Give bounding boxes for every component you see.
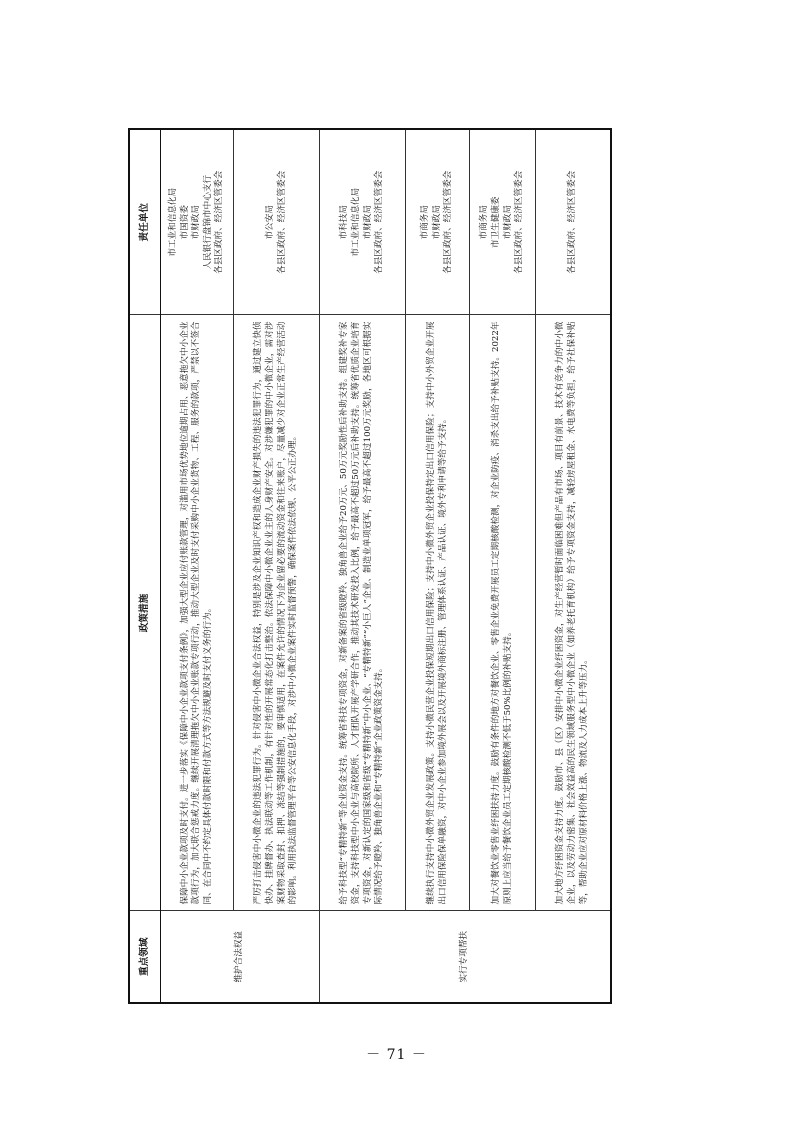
measure-cell: 严厉打击侵害中小微企业的违法犯罪行为。针对侵害中小微企业合法权益，特别是涉及企业知识产权和造成企业财产损失的违法犯罪行为，通过建立快侦快办、挂牌督办、执法联动等工作机制，有针对性的开展常态化打击整治。依法保障中小微企业业主的人身财产安全。对涉嫌犯罪的中小微企业，需对涉案财物采取查封、扣押、冻结等强制措施的，要审慎适用，在案件允许的情况下为企业留必要的流动资金和往来账户，尽量减少对企业正常生产经营活动的影响。利用执法监督管理平台等公安信息化手段，对涉中小微企业案件实时监督预警，确保案件依法依规、公平公正办理。 (234, 315, 320, 911)
area-cell: 维护合法权益 (161, 911, 320, 1003)
table-header-row (129, 129, 161, 1003)
unit-line: 各县区政府、经济区管委会 (214, 170, 225, 274)
measure-cell: 保障中小企业款项及时支付。进一步落实《保障中小企业款项支付条例》，加强大型企业应付账款管理，对滥用市场优势地位逾期占用、恶意拖欠中小企业款项行为，加大联合惩戒力度。继续开展清理拖欠中小企业账款专项行动，推动大型企业及时支付采购中小企业货物、工程、服务的款项，严禁以不签合同、在合同中不约定具体付款时限和付款方式等方法规避及时支付义务的行为。 (161, 315, 234, 911)
table-row (320, 129, 406, 1003)
header-measure: 政策措施 (129, 315, 161, 911)
unit-line: 市财政局 (362, 205, 373, 240)
header-units: 责任单位 (129, 129, 161, 315)
units-cell (536, 129, 611, 315)
table-row (161, 129, 234, 1003)
table-row (234, 129, 320, 1003)
measure-cell: 给予科技型“专精特新”等企业资金支持。统筹省科技专项资金，对新备案的省级瞪羚、独角兽企业给予20万元、50万元奖励性后补助支持。组建奖补专家资金，支持科技型中小企业与高校院所、人才团队开展产学研合作，推动其技术研发投入比例，给予最高不超过50万元后补助支持。统筹省优质企业培育专项资金，对新认定的国家级和省级“专精特新”中小企业、“专精特新”“小巨人”企业、制造业单项冠军，给予最高不超过100万元奖励，各地区可根据实际情况给予瞪羚、独角兽企业和“专精特新”企业政策资金支持。 (320, 315, 406, 911)
unit-line: 市财政局 (502, 205, 513, 240)
measure-cell: 继续执行支持中小微外贸企业发展政策。支持小微民营企业投保短期出口信用保险；支持中小微外贸企业投保特定出口信用保险；支持中小外贸企业开展出口信用保险保单融资，对中小企业参加境外展会以及开展境外商标注册、管理体系认证、产品认证、境外专利申请等给予支持。 (406, 315, 470, 911)
measure-cell: 加大对餐饮业零售业纾困扶持力度。鼓励有条件的地方对餐饮企业、零售企业免费开展员工定期核酸检测，对企业防疫、消杀支出给予补贴支持。2022年原则上应当给予餐饮企业员工定期核酸检测不低于50%比例的补贴支持。 (470, 315, 536, 911)
table-row (406, 129, 470, 1003)
area-cell: 实行专项帮扶 (320, 911, 611, 1003)
unit-line: 市财政局 (191, 205, 202, 240)
unit-line: 各县区政府、经济区管委会 (443, 170, 454, 274)
unit-line: 各县区政府、经济区管委会 (514, 170, 525, 274)
units-cell (320, 129, 406, 315)
unit-line: 人民银行盘锦市中心支行 (202, 174, 213, 270)
unit-line: 市科技局 (339, 205, 350, 240)
unit-line: 市国资委 (179, 205, 190, 240)
unit-line: 市商务局 (420, 205, 431, 240)
unit-line: 市公安局 (264, 205, 275, 240)
unit-line: 各县区政府、经济区管委会 (566, 170, 577, 274)
unit-line: 市工业和信息化局 (350, 187, 361, 257)
policy-table (128, 128, 612, 1004)
units-cell (234, 129, 320, 315)
unit-line: 市卫生健康委 (490, 196, 501, 249)
page-number: － 71 － (366, 1047, 427, 1063)
units-cell (406, 129, 470, 315)
unit-line: 市工业和信息化局 (168, 187, 179, 257)
unit-line: 各县区政府、经济区管委会 (374, 170, 385, 274)
unit-line: 各县区政府、经济区管委会 (276, 170, 287, 274)
table-row (536, 129, 611, 1003)
units-cell (161, 129, 234, 315)
table-row (470, 129, 536, 1003)
units-cell (470, 129, 536, 315)
rotated-table-container (128, 130, 604, 1004)
measure-cell: 加大地方纾困资金支持力度。鼓励市、县（区）安排中小微企业纾困资金，对生产经营暂时面临困难但产品有市场、项目有前景、技术有竞争力的中小微企业，以及劳动力密集、社会效益高的民生领域服务型中小微企业（如养老托育机构）给予专项资金支持，减轻房屋租金、水电费等负担，给予社保补贴等，帮助企业应对原材料价格上涨、物流及人力成本上升等压力。 (536, 315, 611, 911)
unit-line: 市财政局 (431, 205, 442, 240)
header-area: 重点领域 (129, 911, 161, 1003)
unit-line: 市商务局 (479, 205, 490, 240)
